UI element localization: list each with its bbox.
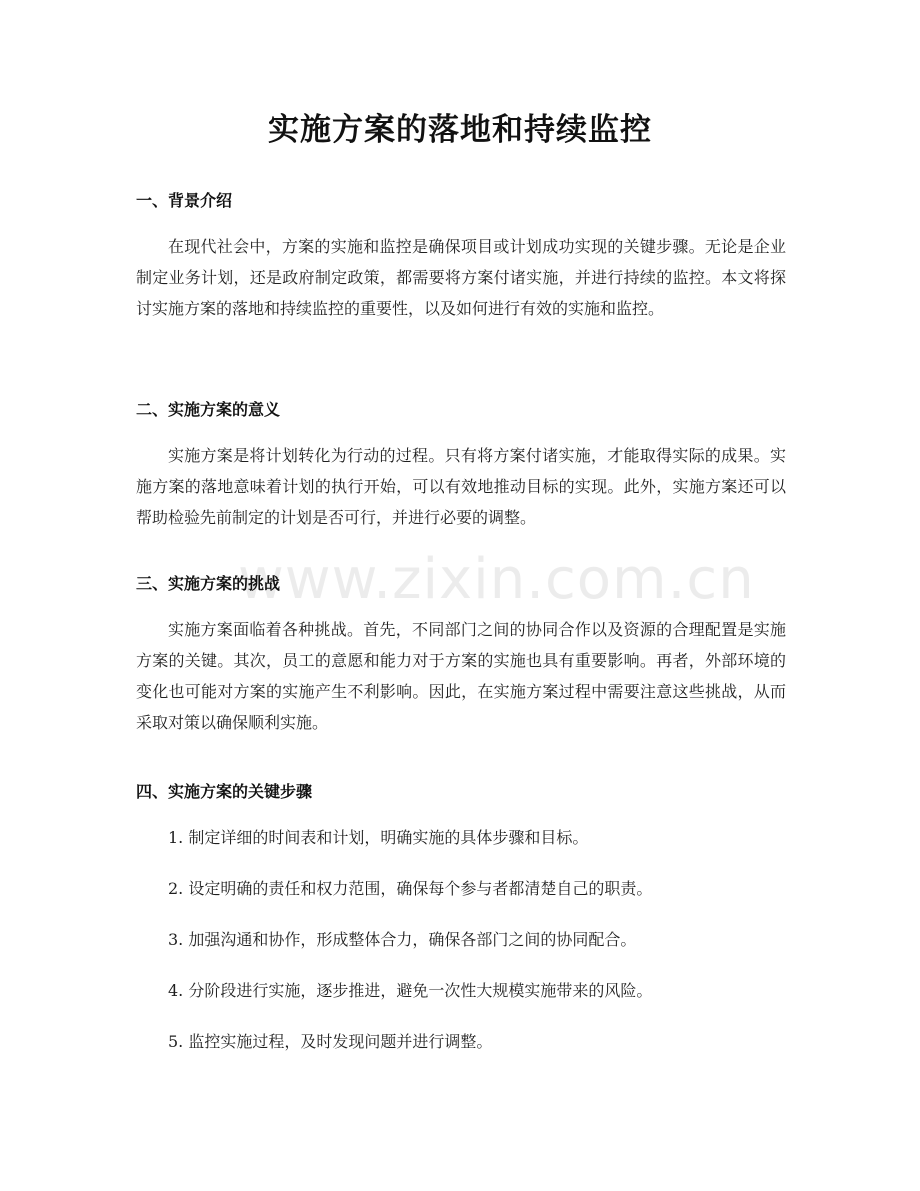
list-item: 1. 制定详细的时间表和计划，明确实施的具体步骤和目标。 xyxy=(168,828,589,847)
watermark-text: www.zixin.com.cn xyxy=(238,547,755,612)
section-background xyxy=(136,189,786,324)
section-heading: 四、实施方案的关键步骤 xyxy=(136,782,313,801)
list-item: 4. 分阶段进行实施，逐步推进，避免一次性大规模实施带来的风险。 xyxy=(168,981,653,1000)
section-heading: 二、实施方案的意义 xyxy=(136,400,281,419)
list-item: 2. 设定明确的责任和权力范围，确保每个参与者都清楚自己的职责。 xyxy=(168,879,653,898)
section-significance xyxy=(136,398,786,533)
section-heading: 三、实施方案的挑战 xyxy=(136,574,281,593)
section-key-steps xyxy=(136,780,786,804)
section-paragraph: 实施方案面临着各种挑战。首先，不同部门之间的协同合作以及资源的合理配置是实施方案的关键。其次，员工的意愿和能力对于方案的实施也具有重要影响。再者，外部环境的变化也可能对方案的实施产生不利影响。因此，在实施方案过程中需要注意这些挑战，从而采取对策以确保顺利实施。 xyxy=(136,620,786,732)
list-item: 3. 加强沟通和协作，形成整体合力，确保各部门之间的协同配合。 xyxy=(168,930,637,949)
list-item: 5. 监控实施过程，及时发现问题并进行调整。 xyxy=(168,1032,493,1051)
section-paragraph: 实施方案是将计划转化为行动的过程。只有将方案付诸实施，才能取得实际的成果。实施方案的落地意味着计划的执行开始，可以有效地推动目标的实现。此外，实施方案还可以帮助检验先前制定的计划是否可行，并进行必要的调整。 xyxy=(136,446,786,527)
document-title: 实施方案的落地和持续监控 xyxy=(268,112,652,148)
key-steps-list xyxy=(136,826,786,1081)
section-heading: 一、背景介绍 xyxy=(136,191,233,210)
section-paragraph: 在现代社会中，方案的实施和监控是确保项目或计划成功实现的关键步骤。无论是企业制定业务计划，还是政府制定政策，都需要将方案付诸实施，并进行持续的监控。本文将探讨实施方案的落地和持续监控的重要性，以及如何进行有效的实施和监控。 xyxy=(136,237,786,318)
section-challenges xyxy=(136,572,786,738)
